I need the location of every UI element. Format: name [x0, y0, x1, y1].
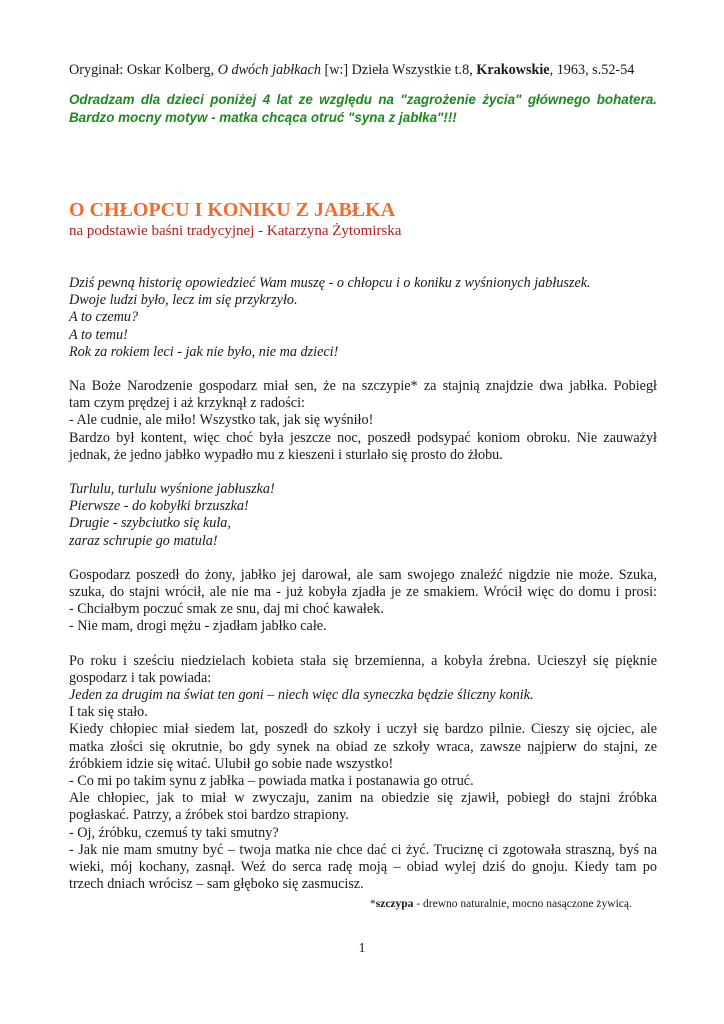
source-citation: Oryginał: Oskar Kolberg, O dwóch jabłkach [w:] Dzieła Wszystkie t.8, Krakowskie, 1963, s.52-54	[69, 62, 635, 78]
text-line: Jeden za drugim na świat ten goni – niech więc dla syneczka będzie śliczny konik.	[69, 687, 534, 704]
text-line: trzech dniach wrócisz – sam głęboko się zasmucisz.	[69, 876, 364, 893]
story-title: O CHŁOPCU I KONIKU Z JABŁKA	[69, 199, 396, 221]
text-line: - Jak nie mam smutny być – twoja matka nie chce dać ci żyć. Truciznę ci zgotowała straszną, byś na	[69, 841, 657, 858]
verse-line: A to czemu?	[69, 309, 139, 326]
verse-apples	[69, 481, 657, 550]
verse-line: Dziś pewną historię opowiedzieć Wam muszę - o chłopcu i o koniku z wyśnionych jabłuszek.	[69, 275, 591, 291]
text-line: tam czym prędzej i aż krzyknął z radości:	[69, 395, 305, 412]
age-warning: Odradzam dla dzieci poniżej 4 lat ze względu na "zagrożenie życia" głównego bohatera. Bardzo mocny motyw - matka chcąca otruć "syna z jabłka"!!!	[69, 92, 657, 125]
page-number: 1	[358, 941, 366, 956]
text-line: - Ale cudnie, ale miło! Wszystko tak, jak się wyśniło!	[69, 412, 374, 429]
verse-intro	[69, 275, 657, 361]
text-line: matka złości się okrutnie, bo gdy synek na obiad ze szkoły wraca, zawsze najpierw do stajni, ze	[69, 738, 657, 755]
footnote: *szczypa - drewno naturalnie, mocno nasączone żywicą.	[370, 898, 632, 910]
source-volume: Krakowskie	[476, 62, 550, 78]
source-work-title: O dwóch jabłkach	[217, 62, 321, 78]
text-line: pogłaskać. Patrzy, a źróbek stoi bardzo strapiony.	[69, 807, 349, 824]
paragraph-boy	[69, 653, 657, 894]
paragraph-dream	[69, 378, 657, 464]
story-subtitle: na podstawie baśni tradycyjnej - Katarzyna Żytomirska	[69, 223, 402, 239]
verse-line: Turlulu, turlulu wyśnione jabłuszka!	[69, 481, 275, 498]
text-line: wieki, mój kochany, zasnął. Weź do serca radę moją – obiad wylej dziś do gnoju. Kiedy tam po	[69, 859, 657, 876]
verse-line: Dwoje ludzi było, lecz im się przykrzyło.	[69, 292, 298, 309]
document-page	[69, 62, 657, 894]
text-line: - Chciałbym poczuć smak ze snu, daj mi choć kawałek.	[69, 601, 384, 618]
text-line: szuka, do stajni wrócił, ale nie ma - już kobyła zjadła je ze smakiem. Wrócił więc do domu i prosi:	[69, 584, 657, 601]
text-line: gospodarz i tak powiada:	[69, 669, 212, 686]
verse-line: zaraz schrupie go matula!	[69, 532, 218, 549]
text-line: źróbkiem idzie się witać. Ulubił go sobie nade wszystko!	[69, 755, 394, 772]
text-line: Po roku i sześciu niedzielach kobieta stała się brzemienna, a kobyła źrebna. Ucieszył się pięknie	[69, 652, 657, 669]
paragraph-search	[69, 567, 657, 636]
text-line: Na Boże Narodzenie gospodarz miał sen, że na szczypie* za stajnią znajdzie dwa jabłka. Pobiegł	[69, 378, 657, 395]
verse-line: Rok za rokiem leci - jak nie było, nie ma dzieci!	[69, 343, 339, 360]
text-line: Ale chłopiec, jak to miał w zwyczaju, zanim na obiedzie się zjawił, pobiegł do stajni źróbka	[69, 790, 657, 807]
footnote-term: szczypa	[375, 898, 414, 910]
verse-line: Pierwsze - do kobyłki brzuszka!	[69, 498, 249, 515]
text-line: - Co mi po takim synu z jabłka – powiada matka i postanawia go otruć.	[69, 773, 474, 790]
text-line: - Oj, źróbku, czemuś ty taki smutny?	[69, 824, 279, 841]
text-line: jednak, że jedno jabłko wypadło mu z kieszeni i sturlało się prosto do żłobu.	[69, 446, 503, 463]
text-line: Kiedy chłopiec miał siedem lat, poszedł do szkoły i uczył się bardzo pilnie. Cieszy się ojciec, ale	[69, 721, 657, 738]
text-line: Bardzo był kontent, więc choć była jeszcze noc, poszedł podsypać koniom obroku. Nie zauważył	[69, 429, 657, 446]
text-line: - Nie mam, drogi mężu - zjadłam jabłko całe.	[69, 618, 327, 635]
text-line: Gospodarz poszedł do żony, jabłko jej darował, ale sam swojego znaleźć nigdzie nie może. Szuka,	[69, 566, 657, 583]
verse-line: A to temu!	[69, 326, 128, 343]
verse-line: Drugie - szybciutko się kula,	[69, 515, 231, 532]
text-line: I tak się stało.	[69, 704, 148, 721]
